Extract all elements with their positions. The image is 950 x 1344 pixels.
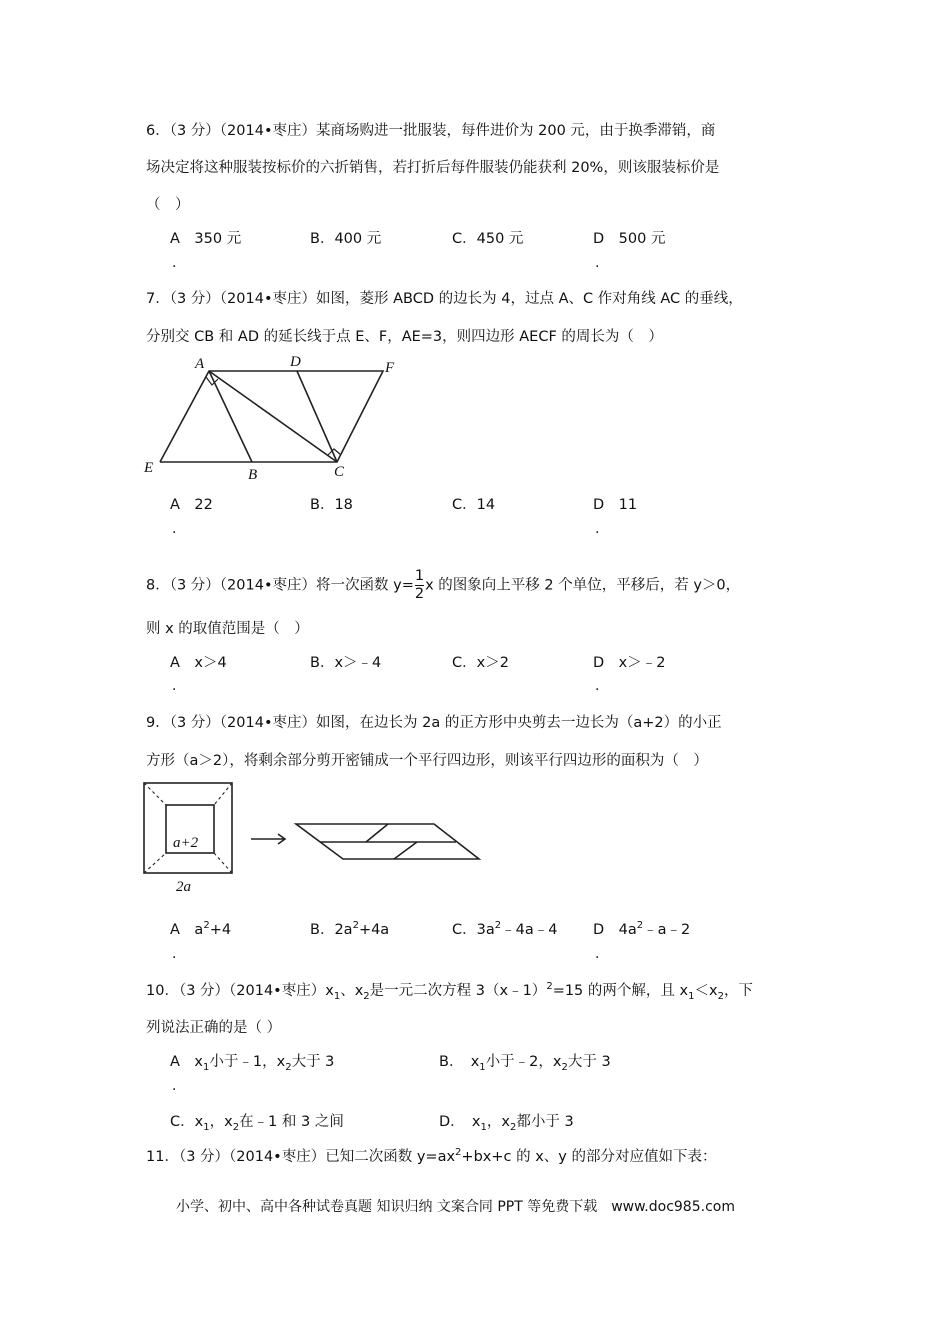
q10-option-b: B． $x_1$小于﹣2，$x_2$大于 3 xyxy=(439,1054,611,1073)
dot: . xyxy=(595,255,600,271)
q7-option-a: A 22 xyxy=(170,497,213,513)
inner-label: a+2 xyxy=(173,835,199,851)
q9-option-b: B．$2a^2+4a$ xyxy=(310,920,390,938)
label-e: E xyxy=(144,460,154,476)
dot: . xyxy=(595,678,600,694)
label-a: A xyxy=(195,356,205,372)
q6-option-c: C．450 元 xyxy=(452,231,524,247)
label-d: D xyxy=(290,354,301,370)
fraction-numerator: 1 xyxy=(414,568,425,584)
dot: . xyxy=(172,678,177,694)
q8-line2: 则 x 的取值范围是（ ） xyxy=(146,621,309,637)
q10-option-d: D． $x_1$，$x_2$都小于 3 xyxy=(439,1114,574,1133)
dot: . xyxy=(172,1078,177,1094)
q9-line1: 9．（3 分）（2014•枣庄）如图，在边长为 2a 的正方形中央剪去一边长为（a+2）的小正 xyxy=(146,715,722,731)
q9-option-a: A $a^2+4$ xyxy=(170,920,232,938)
q8-option-d: D x＞﹣2 xyxy=(593,655,666,671)
q10-option-c: C．$x_1$，$x_2$在﹣1 和 3 之间 xyxy=(170,1114,344,1133)
q6-line1: 6．（3 分）（2014•枣庄）某商场购进一批服装，每件进价为 200 元，由于换季滞销，商 xyxy=(146,123,716,139)
dot: . xyxy=(172,255,177,271)
q8-line1 xyxy=(146,568,740,603)
q8-option-c: C．x＞2 xyxy=(452,655,509,671)
q7-option-d: D 11 xyxy=(593,497,638,513)
q7-line1: 7．（3 分）（2014•枣庄）如图，菱形 ABCD 的边长为 4，过点 A、C 作对角线 AC 的垂线， xyxy=(146,291,743,307)
label-c: C xyxy=(334,464,345,480)
dot: . xyxy=(595,521,600,537)
q8-option-b: B．x＞﹣4 xyxy=(310,655,382,671)
dot: . xyxy=(172,521,177,537)
q6-option-b: B．400 元 xyxy=(310,231,382,247)
dot: . xyxy=(595,946,600,962)
rhombus-figure xyxy=(140,350,400,490)
square-parallelogram-figure xyxy=(140,775,490,895)
q9-option-c: C．$3a^2﹣4a﹣4$ xyxy=(452,920,558,938)
q8-text-b: x 的图象向上平移 2 个单位，平移后，若 y＞0， xyxy=(425,577,741,594)
q6-line3: （ ） xyxy=(146,197,190,213)
q9-option-d: D $4a^2﹣a﹣2$ xyxy=(593,920,691,938)
fraction xyxy=(415,568,424,603)
label-b: B xyxy=(248,467,258,483)
q6-option-a: A 350 元 xyxy=(170,231,242,247)
label-f: F xyxy=(385,360,395,376)
q7-option-c: C．14 xyxy=(452,497,496,513)
q9-line2: 方形（a＞2），将剩余部分剪开密铺成一个平行四边形，则该平行四边形的面积为（ ） xyxy=(146,753,708,769)
q6-option-d: D 500 元 xyxy=(593,231,666,247)
q10-option-a: A $x_1$小于﹣1，$x_2$大于 3 xyxy=(170,1054,335,1073)
q7-line2: 分别交 CB 和 AD 的延长线于点 E、F，AE=3，则四边形 AECF 的周长为（ ） xyxy=(146,329,663,345)
dot: . xyxy=(172,946,177,962)
q8-text-a: 8．（3 分）（2014•枣庄）将一次函数 y= xyxy=(146,577,414,594)
outer-label: 2a xyxy=(176,879,191,895)
q8-option-a: A x＞4 xyxy=(170,655,227,671)
fraction-denominator: 2 xyxy=(414,586,425,602)
q6-line2: 场决定将这种服装按标价的六折销售，若打折后每件服装仍能获利 20%，则该服装标价是 xyxy=(146,160,720,176)
q11-line1: 11．（3 分）（2014•枣庄）已知二次函数 $y=ax^2+bx+c$ 的 x、y 的部分对应值如下表： xyxy=(146,1147,717,1165)
q7-option-b: B．18 xyxy=(310,497,353,513)
footer-text: 小学、初中、高中各种试卷真题 知识归纳 文案合同 PPT 等免费下载 www.doc985.com xyxy=(176,1199,735,1215)
q10-line2: 列说法正确的是（ ） xyxy=(146,1020,282,1036)
q10-line1: 10．（3 分）（2014•枣庄）$x_1$、$x_2$是一元二次方程 3（x﹣1）$^2$=15 的两个解，且 $x_1<x_2$，下 xyxy=(146,981,753,1002)
